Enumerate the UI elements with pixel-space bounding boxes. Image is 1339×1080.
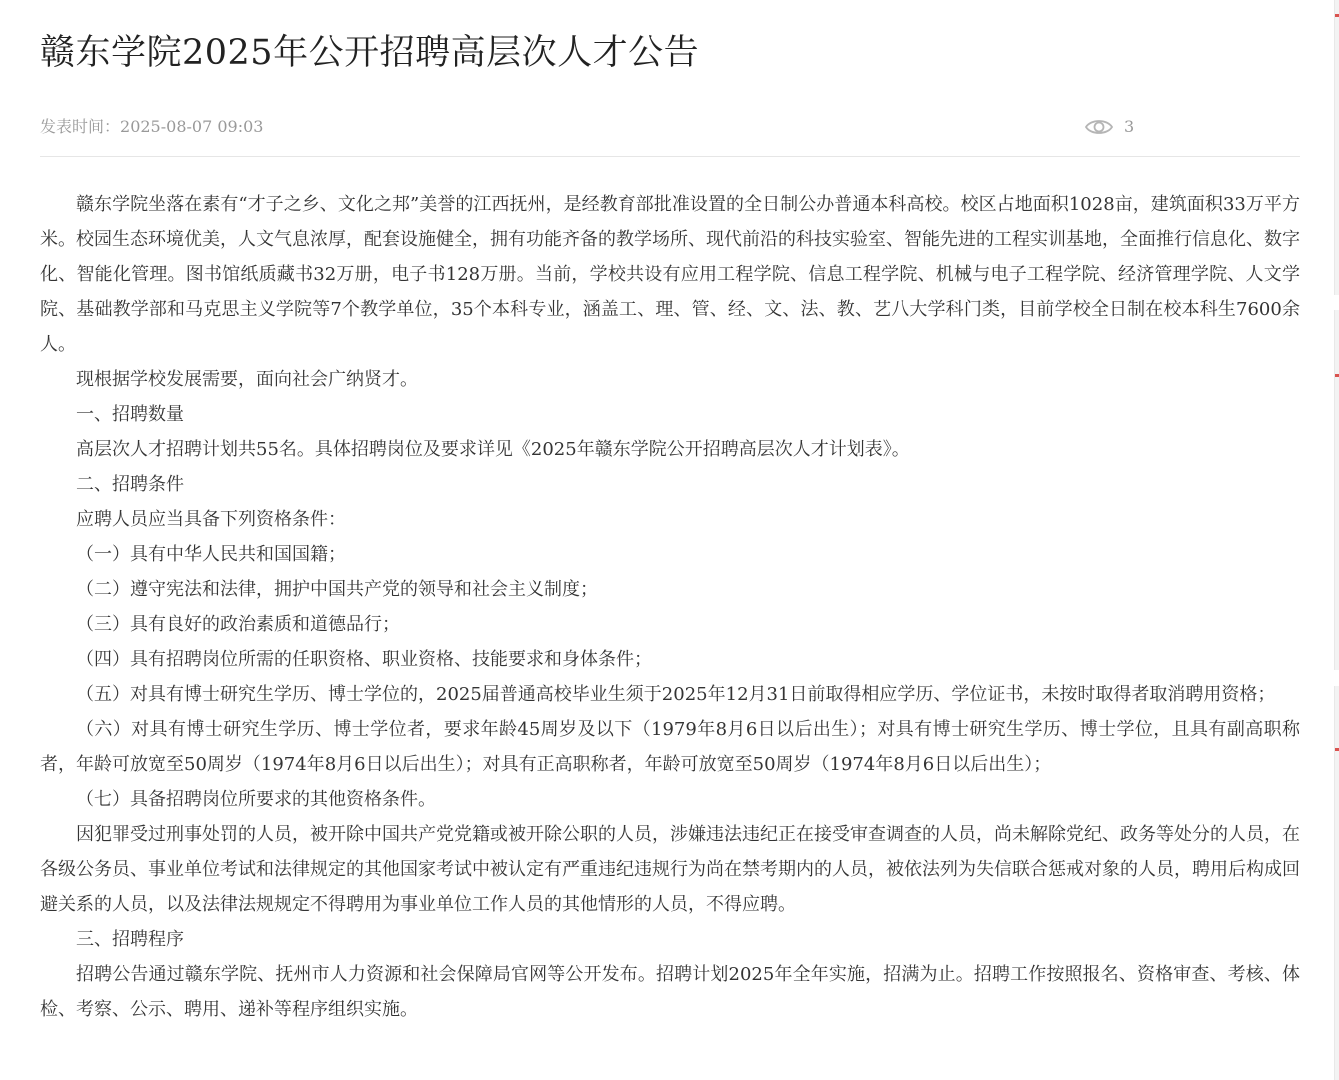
paragraph-purpose: 现根据学校发展需要，面向社会广纳贤才。 [76, 369, 418, 390]
paragraph-quantity: 高层次人才招聘计划共55名。具体招聘岗位及要求详见《2025年赣东学院公开招聘高层次人才计划表》。 [76, 439, 910, 460]
right-edge-panel-1 [1334, 0, 1339, 295]
condition-item-3: （三）具有良好的政治素质和道德品行； [76, 614, 400, 635]
view-count-value: 3 [1124, 117, 1135, 136]
right-edge-marker-1 [1335, 14, 1339, 17]
article-title: 赣东学院2025年公开招聘高层次人才公告 [40, 33, 700, 73]
right-edge-panel-2 [1334, 310, 1339, 670]
right-edge-panel-3 [1334, 686, 1339, 1080]
meta-divider [40, 156, 1300, 157]
article [40, 0, 1300, 1027]
condition-item-2: （二）遵守宪法和法律，拥护中国共产党的领导和社会主义制度； [76, 579, 598, 600]
section-heading-recruitment-procedure: 三、招聘程序 [76, 929, 184, 950]
paragraph-conditions-intro: 应聘人员应当具备下列资格条件： [76, 509, 346, 530]
paragraph-intro: 赣东学院坐落在素有“才子之乡、文化之邦”美誉的江西抚州，是经教育部批准设置的全日制公办普通本科高校。校区占地面积1028亩，建筑面积33万平方米。校园生态环境优美，人文气息浓厚，配套设施健全，拥有功能齐备的教学场所、现代前沿的科技实验室、智能先进的工程实训基地，全面推行信息化、数字化、智能化管理。图书馆纸质藏书32万册，电子书128万册。当前，学校共设有应用工程学院、信息工程学院、机械与电子工程学院、经济管理学院、人文学院、基础教学部和马克思主义学院等7个教学单位，35个本科专业，涵盖工、理、管、经、文、法、教、艺八大学科门类，目前学校全日制在校本科生7600余人。 [40, 194, 1300, 355]
condition-item-1: （一）具有中华人民共和国国籍； [76, 544, 346, 565]
publish-label: 发表时间： [40, 117, 121, 136]
condition-item-6: （六）对具有博士研究生学历、博士学位者，要求年龄45周岁及以下（1979年8月6日以后出生）；对具有博士研究生学历、博士学位，且具有副高职称者，年龄可放宽至50周岁（1974年8月6日以后出生）；对具有正高职称者，年龄可放宽至50周岁（1974年8月6日以后出生）； [40, 719, 1300, 775]
article-body [40, 187, 1300, 1027]
view-count [1084, 112, 1134, 142]
paragraph-exclusions: 因犯罪受过刑事处罚的人员，被开除中国共产党党籍或被开除公职的人员，涉嫌违法违纪正在接受审查调查的人员，尚未解除党纪、政务等处分的人员，在各级公务员、事业单位考试和法律规定的其他国家考试中被认定有严重违纪违规行为尚在禁考期内的人员，被依法列为失信联合惩戒对象的人员，聘用后构成回避关系的人员，以及法律法规规定不得聘用为事业单位工作人员的其他情形的人员，不得应聘。 [40, 824, 1300, 915]
condition-item-4: （四）具有招聘岗位所需的任职资格、职业资格、技能要求和身体条件； [76, 649, 652, 670]
right-edge-marker-3 [1335, 748, 1339, 751]
article-meta [40, 112, 1300, 142]
condition-item-7: （七）具备招聘岗位所要求的其他资格条件。 [76, 789, 436, 810]
condition-item-5: （五）对具有博士研究生学历、博士学位的，2025届普通高校毕业生须于2025年12月31日前取得相应学历、学位证书，未按时取得者取消聘用资格； [76, 684, 1276, 705]
section-heading-recruitment-quantity: 一、招聘数量 [76, 404, 184, 425]
section-heading-recruitment-conditions: 二、招聘条件 [76, 474, 184, 495]
eye-icon [1084, 117, 1114, 137]
right-edge-marker-2 [1335, 374, 1339, 377]
publish-time: 2025-08-07 09:03 [120, 117, 264, 136]
paragraph-procedure: 招聘公告通过赣东学院、抚州市人力资源和社会保障局官网等公开发布。招聘计划2025年全年实施，招满为止。招聘工作按照报名、资格审查、考核、体检、考察、公示、聘用、递补等程序组织实施。 [40, 964, 1300, 1020]
